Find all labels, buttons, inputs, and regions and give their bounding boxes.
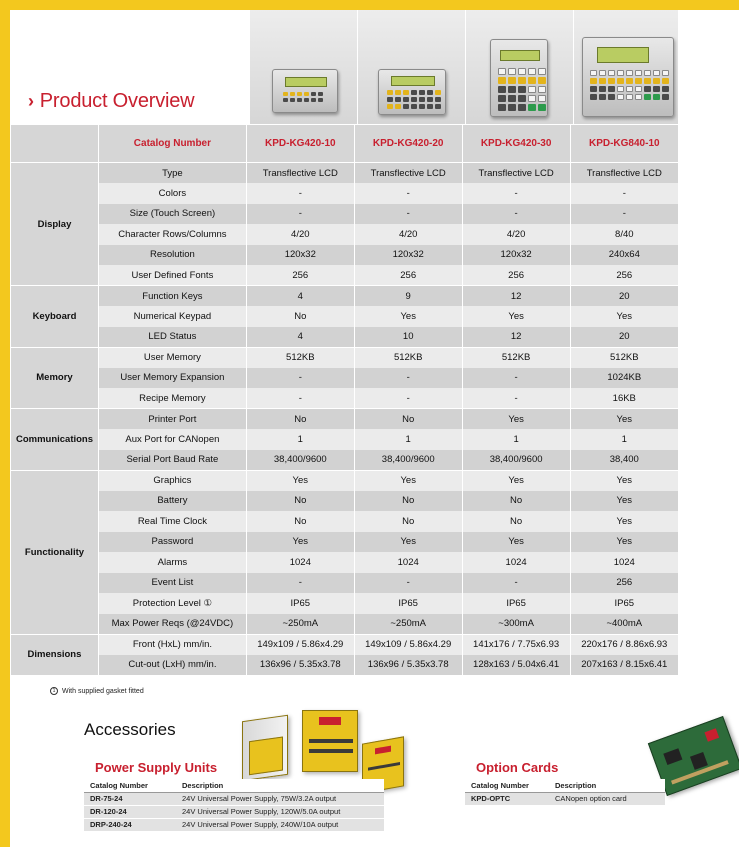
spec-value: No — [246, 491, 354, 512]
group-label: Functionality — [11, 470, 99, 634]
spec-value: No — [354, 491, 462, 512]
feature-label: Front (HxL) mm/in. — [98, 634, 246, 655]
table-row — [11, 245, 679, 266]
feature-label: Alarms — [98, 552, 246, 573]
page-title-text: Product Overview — [39, 90, 195, 112]
spec-value: - — [462, 183, 570, 204]
table-row — [11, 429, 679, 450]
model-header: KPD-KG420-30 — [462, 125, 570, 163]
spec-value: ~250mA — [246, 614, 354, 635]
table-row — [11, 306, 679, 327]
catalog-number-cell: DRP-240-24 — [84, 818, 176, 831]
column-header: Description — [176, 779, 384, 792]
spec-value: - — [246, 573, 354, 594]
spec-value: - — [246, 368, 354, 389]
spec-value: ~300mA — [462, 614, 570, 635]
catalog-number-cell: DR-120-24 — [84, 805, 176, 818]
column-header: Catalog Number — [84, 779, 176, 792]
spec-value: 256 — [462, 265, 570, 286]
spec-value: IP65 — [246, 593, 354, 614]
feature-label: Real Time Clock — [98, 511, 246, 532]
feature-label: Protection Level ① — [98, 593, 246, 614]
table-row — [11, 224, 679, 245]
product-sheet — [10, 10, 739, 847]
spec-value: No — [246, 409, 354, 430]
table-row — [11, 532, 679, 553]
table-row — [11, 163, 679, 184]
spec-value: Yes — [462, 409, 570, 430]
spec-value: Yes — [570, 470, 678, 491]
spec-value: - — [354, 183, 462, 204]
product-image-cell-4 — [573, 10, 678, 124]
spec-value: 4/20 — [462, 224, 570, 245]
spec-value: 38,400/9600 — [246, 450, 354, 471]
feature-label: Printer Port — [98, 409, 246, 430]
footnote-text: With supplied gasket fitted — [62, 687, 144, 695]
spec-value: 8/40 — [570, 224, 678, 245]
spec-value: 1024 — [354, 552, 462, 573]
feature-label: Resolution — [98, 245, 246, 266]
spec-value: - — [354, 573, 462, 594]
catalog-number-cell: DR-75-24 — [84, 792, 176, 805]
spec-value: IP65 — [354, 593, 462, 614]
spec-value: - — [462, 368, 570, 389]
feature-label: Function Keys — [98, 286, 246, 307]
spec-value: 256 — [246, 265, 354, 286]
spec-value: - — [354, 368, 462, 389]
spec-value: 4/20 — [246, 224, 354, 245]
group-label: Memory — [11, 347, 99, 409]
description-cell: 24V Universal Power Supply, 240W/10A output — [176, 818, 384, 831]
spec-value: 512KB — [570, 347, 678, 368]
spec-value: No — [462, 491, 570, 512]
spec-value: 1 — [570, 429, 678, 450]
spec-value: 1024 — [246, 552, 354, 573]
spec-value: - — [570, 183, 678, 204]
model-header: KPD-KG420-20 — [354, 125, 462, 163]
spec-value: 4/20 — [354, 224, 462, 245]
spec-value: 120x32 — [462, 245, 570, 266]
power-supply-header-row — [84, 779, 384, 792]
description-cell: CANopen option card — [549, 792, 665, 805]
spec-value: 256 — [570, 265, 678, 286]
feature-label: Max Power Reqs (@24VDC) — [98, 614, 246, 635]
feature-label: Size (Touch Screen) — [98, 204, 246, 225]
table-header-row — [11, 125, 679, 163]
spec-value: 240x64 — [570, 245, 678, 266]
spec-value: Yes — [246, 532, 354, 553]
option-cards-header-row — [465, 779, 665, 792]
table-row — [11, 450, 679, 471]
spec-value: 220x176 / 8.86x6.93 — [570, 634, 678, 655]
feature-label: User Defined Fonts — [98, 265, 246, 286]
spec-value: 512KB — [354, 347, 462, 368]
table-row — [11, 634, 679, 655]
spec-value: Yes — [462, 532, 570, 553]
spec-value: 38,400 — [570, 450, 678, 471]
spec-value: 256 — [354, 265, 462, 286]
spec-value: 1024 — [462, 552, 570, 573]
spec-value: - — [246, 388, 354, 409]
spec-value: No — [246, 306, 354, 327]
group-label: Communications — [11, 409, 99, 471]
feature-label: Numerical Keypad — [98, 306, 246, 327]
spec-value: - — [462, 388, 570, 409]
spec-value: ~250mA — [354, 614, 462, 635]
feature-label: LED Status — [98, 327, 246, 348]
table-row — [84, 792, 384, 805]
spec-value: 120x32 — [246, 245, 354, 266]
table-row — [11, 327, 679, 348]
table-row — [11, 511, 679, 532]
hmi-kpd-kg840-10-image — [582, 37, 674, 117]
spec-value: 9 — [354, 286, 462, 307]
catalog-number-header: Catalog Number — [98, 125, 246, 163]
spec-value: No — [354, 409, 462, 430]
feature-label: Graphics — [98, 470, 246, 491]
spec-value: IP65 — [570, 593, 678, 614]
feature-label: Cut-out (LxH) mm/in. — [98, 655, 246, 676]
table-row — [84, 805, 384, 818]
spec-value: 4 — [246, 327, 354, 348]
spec-value: Yes — [570, 306, 678, 327]
description-cell: 24V Universal Power Supply, 120W/5.0A output — [176, 805, 384, 818]
table-row — [11, 470, 679, 491]
table-row — [11, 614, 679, 635]
spec-value: 20 — [570, 327, 678, 348]
feature-label: User Memory — [98, 347, 246, 368]
spec-value: Transflective LCD — [570, 163, 678, 184]
product-image-cell-3 — [465, 10, 573, 124]
power-supply-table — [84, 779, 384, 832]
spec-value: 256 — [570, 573, 678, 594]
spec-value: Yes — [354, 470, 462, 491]
spec-value: - — [570, 204, 678, 225]
spec-value: 1 — [354, 429, 462, 450]
spec-value: Yes — [570, 511, 678, 532]
accessories-title: Accessories — [84, 720, 176, 739]
spec-value: Yes — [462, 470, 570, 491]
product-image-cell-1 — [249, 10, 357, 124]
spec-value: Yes — [462, 306, 570, 327]
table-row — [11, 347, 679, 368]
spec-value: 1 — [462, 429, 570, 450]
spec-value: 1 — [246, 429, 354, 450]
table-row — [11, 491, 679, 512]
group-label: Display — [11, 163, 99, 286]
spec-value: Transflective LCD — [354, 163, 462, 184]
page-title — [28, 90, 194, 113]
spec-value: Yes — [354, 532, 462, 553]
catalog-number-cell: KPD-OPTC — [465, 792, 549, 805]
spec-value: - — [246, 204, 354, 225]
group-label: Keyboard — [11, 286, 99, 348]
spec-value: 136x96 / 5.35x3.78 — [246, 655, 354, 676]
table-row — [11, 204, 679, 225]
feature-label: Password — [98, 532, 246, 553]
spec-value: - — [354, 388, 462, 409]
spec-value: - — [246, 183, 354, 204]
spec-value: 10 — [354, 327, 462, 348]
spec-value: 38,400/9600 — [354, 450, 462, 471]
spec-value: No — [462, 511, 570, 532]
spec-value: 136x96 / 5.35x3.78 — [354, 655, 462, 676]
spec-value: 149x109 / 5.86x4.29 — [354, 634, 462, 655]
spec-value: Transflective LCD — [246, 163, 354, 184]
spec-value: 141x176 / 7.75x6.93 — [462, 634, 570, 655]
hmi-kpd-kg420-10-image — [272, 69, 338, 113]
table-row — [465, 792, 665, 805]
spec-value: Yes — [570, 491, 678, 512]
spec-value: 12 — [462, 286, 570, 307]
spec-value: No — [354, 511, 462, 532]
spec-value: 512KB — [246, 347, 354, 368]
feature-label: Aux Port for CANopen — [98, 429, 246, 450]
table-row — [11, 388, 679, 409]
spec-value: No — [246, 511, 354, 532]
feature-label: Colors — [98, 183, 246, 204]
table-row — [11, 183, 679, 204]
feature-label: Character Rows/Columns — [98, 224, 246, 245]
spec-value: IP65 — [462, 593, 570, 614]
spec-value: Yes — [354, 306, 462, 327]
header-blank-cell — [11, 125, 99, 163]
spec-value: 207x163 / 8.15x6.41 — [570, 655, 678, 676]
spec-value: 1024KB — [570, 368, 678, 389]
table-row — [11, 655, 679, 676]
table-row — [11, 368, 679, 389]
table-row — [11, 265, 679, 286]
feature-label: Battery — [98, 491, 246, 512]
feature-label: Event List — [98, 573, 246, 594]
spec-value: - — [462, 573, 570, 594]
feature-label: Serial Port Baud Rate — [98, 450, 246, 471]
hmi-kpd-kg420-30-image — [490, 39, 548, 117]
spec-value: - — [354, 204, 462, 225]
option-cards-table — [465, 779, 665, 806]
table-row — [84, 818, 384, 831]
footnote-marker: 1 — [50, 687, 58, 695]
group-label: Dimensions — [11, 634, 99, 675]
spec-value: 16KB — [570, 388, 678, 409]
spec-value: 149x109 / 5.86x4.29 — [246, 634, 354, 655]
table-row — [11, 573, 679, 594]
spec-value: Yes — [570, 532, 678, 553]
feature-label: Type — [98, 163, 246, 184]
model-header: KPD-KG840-10 — [570, 125, 678, 163]
feature-label: User Memory Expansion — [98, 368, 246, 389]
spec-table — [10, 124, 678, 675]
spec-value: 120x32 — [354, 245, 462, 266]
spec-value: 128x163 / 5.04x6.41 — [462, 655, 570, 676]
table-row — [11, 552, 679, 573]
option-cards-title: Option Cards — [476, 760, 559, 775]
spec-value: 38,400/9600 — [462, 450, 570, 471]
spec-value: Yes — [246, 470, 354, 491]
table-row — [11, 409, 679, 430]
column-header: Description — [549, 779, 665, 792]
model-header: KPD-KG420-10 — [246, 125, 354, 163]
spec-value: ~400mA — [570, 614, 678, 635]
description-cell: 24V Universal Power Supply, 75W/3.2A output — [176, 792, 384, 805]
table-row — [11, 593, 679, 614]
spec-value: - — [462, 204, 570, 225]
spec-value: Transflective LCD — [462, 163, 570, 184]
spec-value: 20 — [570, 286, 678, 307]
spec-value: 1024 — [570, 552, 678, 573]
power-supply-image — [302, 710, 358, 772]
spec-value: 512KB — [462, 347, 570, 368]
chevron-icon: › — [28, 91, 34, 111]
feature-label: Recipe Memory — [98, 388, 246, 409]
footnote — [50, 687, 144, 695]
power-supply-image — [242, 715, 288, 781]
spec-value: Yes — [570, 409, 678, 430]
spec-value: 12 — [462, 327, 570, 348]
spec-value: 4 — [246, 286, 354, 307]
power-supply-title: Power Supply Units — [95, 760, 218, 775]
hmi-kpd-kg420-20-image — [378, 69, 446, 115]
column-header: Catalog Number — [465, 779, 549, 792]
product-image-cell-2 — [357, 10, 465, 124]
table-row — [11, 286, 679, 307]
